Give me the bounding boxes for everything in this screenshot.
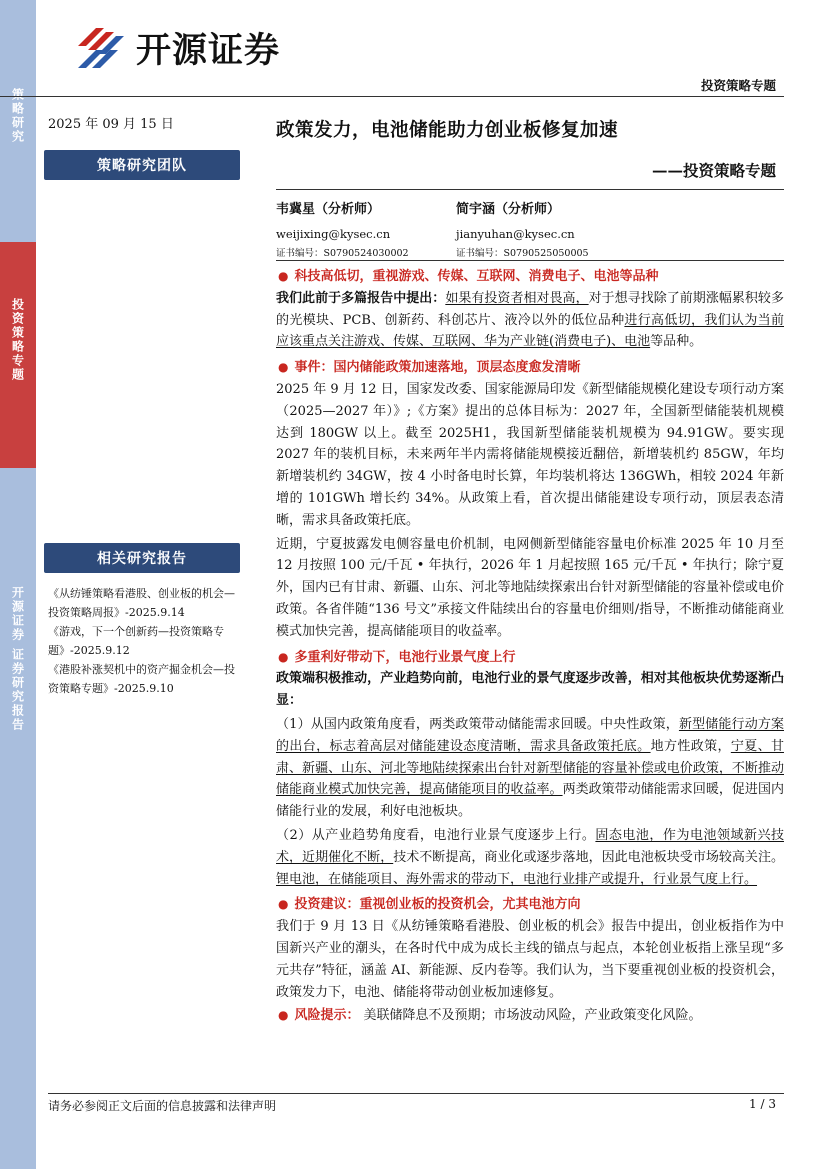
related-report-item[interactable]: 《游戏，下一个创新药—投资策略专题》-2025.9.12 (48, 625, 224, 657)
risk-warning: ● 风险提示： 美联储降息不及预期；市场波动风险，产业政策变化风险。 (276, 1005, 784, 1027)
page-number: 1 / 3 (749, 1097, 776, 1111)
analyst-card (456, 198, 589, 259)
section-heading: ● 事件：国内储能政策加速落地，顶层态度愈发清晰 (276, 357, 784, 379)
analyst-name: 韦冀星（分析师） (276, 202, 381, 217)
side-strip-report: 开源证券 证券研究报告 (0, 468, 36, 1169)
footer-disclaimer: 请务必参阅正文后面的信息披露和法律声明 (48, 1099, 277, 1113)
header-report-type: 投资策略专题 (700, 78, 776, 93)
related-report-item[interactable]: 《港股补涨契机中的资产掘金机会—投资策略专题》-2025.9.10 (48, 663, 235, 695)
title-divider (276, 189, 784, 190)
related-report-item[interactable]: 《从纺锤策略看港股、创业板的机会—投资策略周报》-2025.9.14 (48, 587, 235, 619)
related-reports-list (48, 584, 244, 698)
paragraph: 我们此前于多篇报告中提出：如果有投资者相对畏高，对于想寻找除了前期涨幅累积较多的光模块、PCB、创新药、科创芯片、液冷以外的低位品种进行高低切，我们认为当前应该重点关注游戏、传媒、互联网、华为产业链(消费电子)、电池等品种。 (276, 290, 784, 350)
section-heading: ● 投资建议：重视创业板的投资机会，尤其电池方向 (276, 894, 784, 916)
side-strip-strategy: 策略研究 (0, 0, 36, 242)
bullet-dot-icon: ● (278, 649, 289, 664)
paragraph: （2）从产业趋势角度看，电池行业景气度逐步上行。固态电池，作为电池领域新兴技术，近期催化不断，技术不断提高，商业化或逐步落地，因此电池板块受市场较高关注。锂电池，在储能项目、海外需求的带动下，电池行业排产或提升，行业景气度上行。 (276, 827, 784, 887)
report-title: 政策发力，电池储能助力创业板修复加速 (276, 120, 619, 141)
bullet-dot-icon: ● (278, 897, 289, 912)
section-heading: ● 多重利好带动下，电池行业景气度上行 (276, 647, 784, 669)
analyst-cert: 证书编号：S0790524030002 (276, 248, 409, 259)
report-date: 2025 年 09 月 15 日 (48, 117, 174, 132)
analyst-cert: 证书编号：S0790525050005 (456, 248, 589, 259)
brand-logo (74, 24, 280, 72)
main-content (276, 266, 784, 1027)
section-heading: ● 科技高低切，重视游戏、传媒、互联网、消费电子、电池等品种 (276, 266, 784, 288)
paragraph: （1）从国内政策角度看，两类政策带动储能需求回暖。中央性政策，新型储能行动方案的出台，标志着高层对储能建设态度清晰，需求具备政策托底。地方性政策，宁夏、甘肃、新疆、山东、河北等地陆续探索出台针对新型储能的容量补偿或电价政策，不断推动储能商业模式加快完善，提高储能项目的收益率。两类政策带动储能需求回暖，促进国内储能行业的发展，利好电池板块。 (276, 716, 784, 820)
bullet-dot-icon: ● (278, 269, 289, 283)
paragraph: 我们于 9 月 13 日《从纺锤策略看港股、创业板的机会》报告中提出，创业板指作为中国新兴产业的潮头，在各时代中成为成长主线的锚点与起点，本轮创业板指上涨呈现“多元共存”特征，涵盖 AI、新能源、反内卷等。我们认为，当下要重视创业板的投资机会，政策发力下，电池、储能将带动创业板加速修复。 (276, 919, 784, 1000)
related-reports-label: 相关研究报告 (44, 543, 240, 573)
report-subtitle: ——投资策略专题 (651, 161, 776, 180)
team-label: 策略研究团队 (44, 150, 240, 180)
brand-logo-icon (74, 24, 130, 72)
analyst-name: 简宇涵（分析师） (456, 202, 561, 217)
brand-name: 开源证券 (136, 31, 281, 71)
paragraph: 近期，宁夏披露发电侧容量电价机制，电网侧新型储能容量电价标准 2025 年 10 月至 12 月按照 100 元/千瓦 • 年执行，2026 年 1 月起按照 165 元/千瓦 • 年执行；除宁夏外，国内已有甘肃、新疆、山东、河北等地陆续探索出台针对新型储能的容量补偿或电价政策。各省伴随“136 号文”承接文件陆续出台的容量电价细则/指导，不断推动储能商业模式加快完善，提高储能项目的收益率。 (276, 536, 784, 639)
header-divider (0, 96, 784, 97)
analyst-divider (276, 260, 784, 261)
bullet-dot-icon: ● (278, 360, 289, 375)
analyst-email[interactable]: jianyuhan@kysec.cn (456, 227, 575, 241)
footer-divider (48, 1093, 784, 1094)
analyst-card (276, 198, 409, 259)
analyst-email[interactable]: weijixing@kysec.cn (276, 227, 391, 241)
paragraph: 2025 年 9 月 12 日，国家发改委、国家能源局印发《新型储能规模化建设专项行动方案（2025—2027 年）》;《方案》提出的总体目标为：2027 年，全国新型储能装机规模达到 180GW 以上。截至 2025H1，我国新型储能装机规模为 94.91GW。要实现 2027 年的装机目标，未来两年半内需将储能规模接近翻倍，新增装机约 85GW，年均新增装机约 34GW，按 4 小时备电时长算，年均装机将达 136GWh，相较 2024 年新增的 101GWh 增长约 34%。从政策上看，首次提出储能建设专项行动，顶层表态清晰，需求具备政策托底。 (276, 381, 784, 528)
bullet-dot-icon: ● (278, 1008, 289, 1023)
side-strip-topic: 投资策略专题 (0, 242, 36, 468)
paragraph: 政策端积极推动，产业趋势向前，电池行业的景气度逐步改善，相对其他板块优势逐渐凸显： (276, 671, 784, 709)
